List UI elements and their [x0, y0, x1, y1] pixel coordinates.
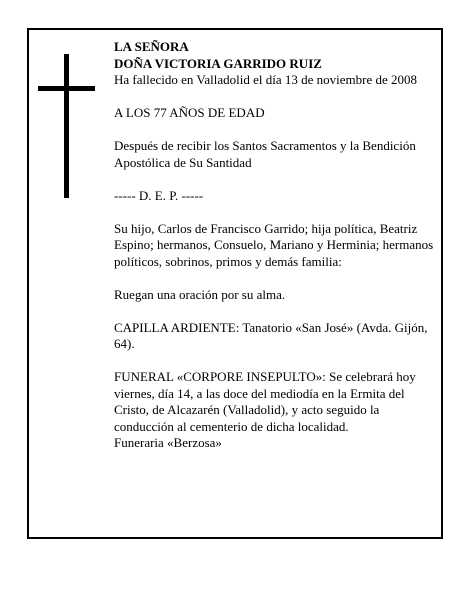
obituary-title: LA SEÑORA: [114, 39, 189, 54]
family-list: Su hijo, Carlos de Francisco Garrido; hija política, Beatriz Espino; hermanos, Consuelo, Mariano y Herminia; hermanos políticos, sobrinos, primos y demás familia:: [114, 220, 434, 269]
age-statement: A LOS 77 AÑOS DE EDAD: [114, 105, 265, 120]
funeral-info: FUNERAL «CORPORE INSEPULTO»: Se celebrará hoy viernes, día 14, a las doce del mediodía en la Ermita del Cristo, de Alcazarén (Valladolid), y acto seguido la conducción al cementerio de dicha localidad.: [114, 369, 416, 434]
chapel-info: CAPILLA ARDIENTE: Tanatorio «San José» (Avda. Gijón, 64).: [114, 319, 428, 351]
sacraments-statement: Después de recibir los Santos Sacramentos y la Bendición Apostólica de Su Santidad: [114, 138, 416, 170]
cross-horizontal-bar: [38, 86, 95, 91]
deceased-name: DOÑA VICTORIA GARRIDO RUIZ: [114, 55, 322, 71]
obituary-text: [114, 39, 436, 452]
funeral-home: Funeraria «Berzosa»: [114, 435, 222, 450]
rip-line: ----- D. E. P. -----: [114, 187, 204, 203]
prayer-request: Ruegan una oración por su alma.: [114, 286, 286, 302]
death-statement: Ha fallecido en Valladolid el día 13 de noviembre de 2008: [114, 72, 417, 87]
cross-vertical-bar: [64, 54, 69, 198]
